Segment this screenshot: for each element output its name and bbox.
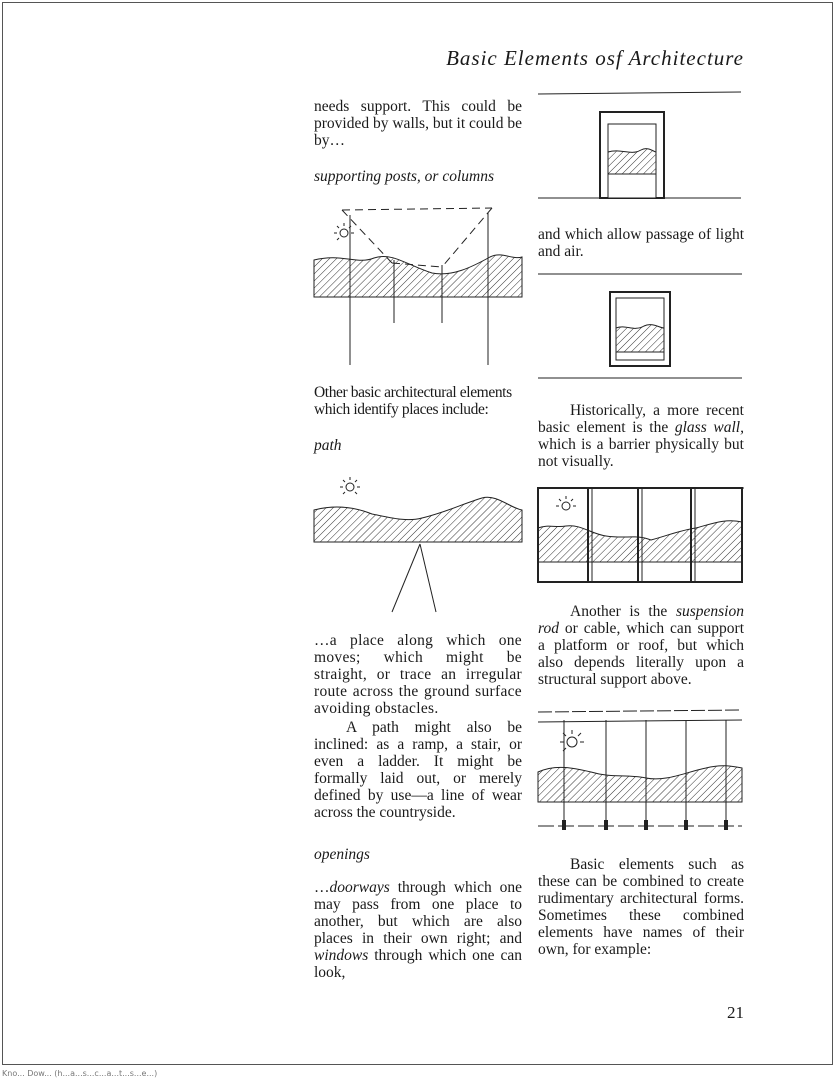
paragraph-support: needs support. This could be provided by walls, but it could be by… [314, 98, 522, 149]
openings-windows: windows [314, 947, 369, 964]
left-text-other: Other basic architectural elements which identify places include: [314, 384, 512, 418]
sun-icon [340, 477, 360, 494]
left-text-openings [314, 879, 522, 981]
left-text-path2: A path might also be inclined: as a ramp, a stair, or even a ladder. It might be formally laid out, or merely defined by use—a line of wear across the countryside. [314, 719, 522, 821]
basic-text: Basic elements such as these can be combined to create rudimentary architectural forms. Sometimes these combined elements have names of their own, for example: [538, 856, 744, 958]
page-number: 21 [727, 1003, 744, 1022]
openings-ellipsis: … [314, 879, 330, 896]
suspension-text-end: or cable, which can support a platform or roof, but which also depends literally upon a structural support above. [538, 620, 744, 688]
glass-text: Historically, a more recent basic element is the [538, 402, 744, 436]
path-drawing [312, 472, 524, 617]
openings-text-end: through which one can look, [314, 947, 522, 981]
right-text-suspension [538, 603, 744, 688]
doorway-drawing [536, 90, 746, 210]
glass-wall-term: glass wall, [674, 419, 744, 436]
window-drawing [536, 270, 746, 382]
glass-wall-drawing [536, 484, 746, 586]
left-text-support [314, 98, 522, 149]
sun-icon [556, 496, 576, 510]
right-text-basic [538, 856, 744, 958]
suspension-rod-term: suspension rod [538, 603, 744, 637]
suspension-text: Another is the [570, 603, 676, 620]
openings-doorways: doorways [329, 879, 390, 896]
right-text-glass [538, 402, 744, 470]
sun-icon [334, 223, 354, 240]
left-text-path1: …a place along which one moves; which might be straight, or trace an irregular route across the ground surface avoiding obstacles. [314, 632, 522, 717]
heading-posts: supporting posts, or columns [314, 168, 494, 185]
footer-note: Kno... Dow... (h...a...s...c...a...t...s...e...) [2, 1069, 158, 1078]
heading-openings: openings [314, 846, 370, 863]
posts-columns-drawing [312, 205, 524, 367]
glass-text-end: which is a barrier physically but not visually. [538, 436, 744, 470]
running-head: Basic Elements osf Architecture [446, 46, 744, 70]
right-text-light: and which allow passage of light and air. [538, 226, 744, 260]
suspension-rod-drawing [536, 706, 746, 836]
heading-path: path [314, 437, 342, 454]
openings-text: through which one may pass from one place to another, but which are also places in their own right; and [314, 879, 522, 947]
